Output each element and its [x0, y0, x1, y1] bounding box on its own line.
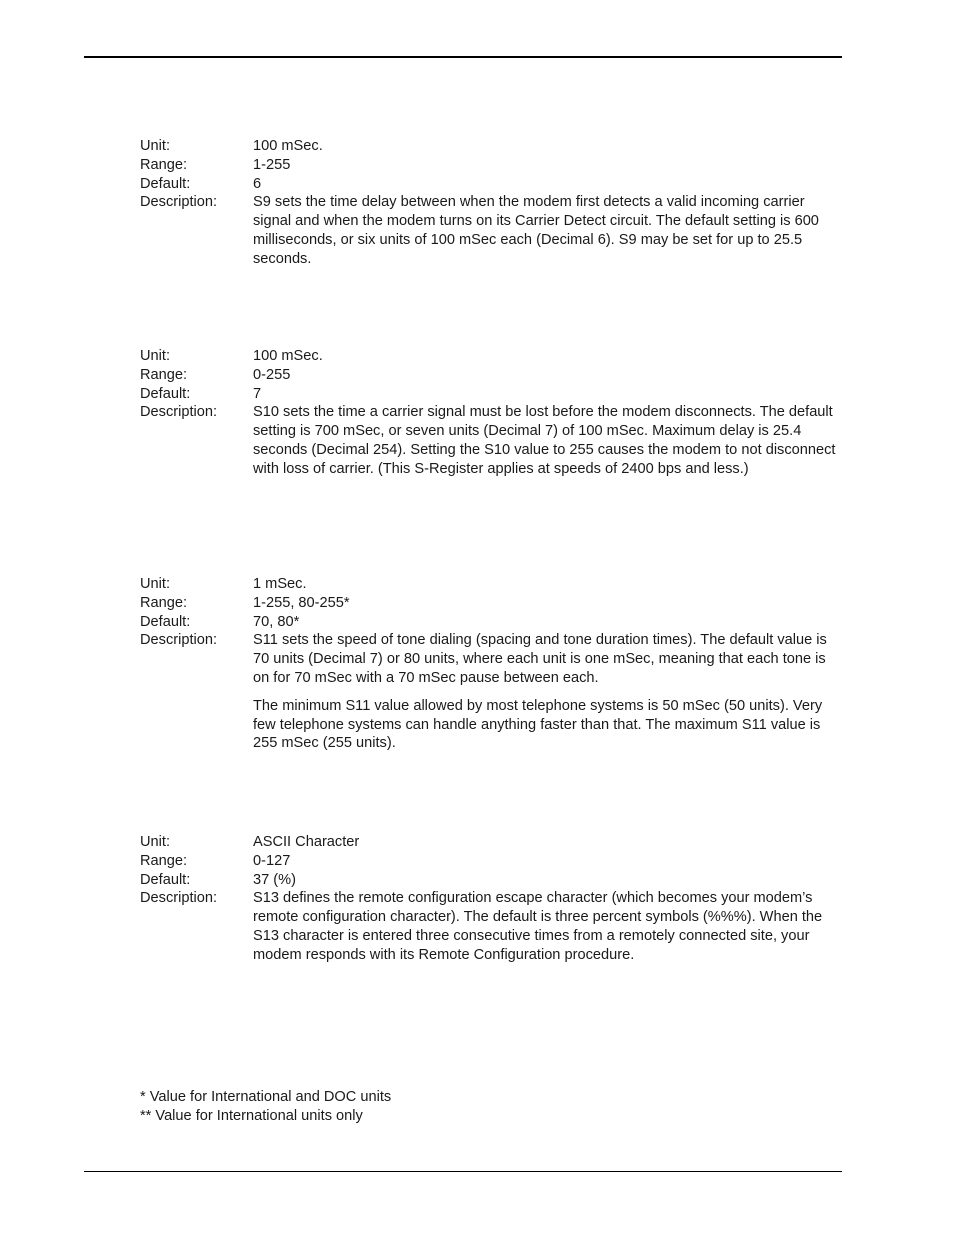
- unit-label: Unit:: [140, 576, 171, 592]
- default-value: 7: [253, 385, 262, 402]
- description-text: [253, 631, 844, 753]
- description-text: [253, 193, 844, 268]
- range-label: Range:: [140, 594, 188, 611]
- unit-label: Unit:: [140, 834, 171, 850]
- unit-row: [140, 347, 844, 366]
- default-label: Default:: [140, 613, 191, 630]
- range-row: [140, 366, 844, 385]
- description-label: Description:: [140, 890, 218, 907]
- description-row: [140, 193, 844, 268]
- default-value: 6: [253, 175, 262, 192]
- unit-row: [140, 833, 844, 852]
- footnote: ** Value for International units only: [140, 1107, 363, 1124]
- range-row: [140, 156, 844, 175]
- description-text: [253, 403, 844, 478]
- register-s11: [140, 575, 844, 753]
- default-row: [140, 871, 844, 890]
- default-label: Default:: [140, 175, 191, 192]
- unit-label: Unit:: [140, 138, 171, 154]
- description-label: Description:: [140, 632, 218, 649]
- footer-rule: [84, 1171, 842, 1172]
- default-value: 37 (%): [253, 871, 296, 888]
- header-rule: [84, 56, 842, 58]
- unit-row: [140, 137, 844, 156]
- description-paragraph: The minimum S11 value allowed by most telephone systems is 50 mSec (50 units). Very few telephone systems can handle anything faster than that. The maximum S11 value is 255 mSec (255 units).: [253, 697, 823, 752]
- register-s10: [140, 347, 844, 479]
- description-label: Description:: [140, 404, 218, 421]
- description-paragraph: S10 sets the time a carrier signal must be lost before the modem disconnects. The default setting is 700 mSec, or seven units (Decimal 7) of 100 mSec. Maximum delay is 25.4 seconds (Decimal 254). Setting the S10 value to 255 causes the modem to not disconnect with loss of carrier. (This S-Register applies at speeds of 2400 bps and less.): [253, 404, 836, 477]
- unit-row: [140, 575, 844, 594]
- default-row: [140, 175, 844, 194]
- unit-value: 1 mSec.: [253, 576, 307, 592]
- range-row: [140, 852, 844, 871]
- description-row: [140, 889, 844, 964]
- description-paragraph: S13 defines the remote configuration escape character (which becomes your modem’s remote configuration character). The default is three percent symbols (%%%). When the S13 character is entered three consecutive times from a remotely connected site, your modem responds with its Remote Configuration procedure.: [253, 890, 823, 963]
- default-row: [140, 385, 844, 404]
- unit-label: Unit:: [140, 348, 171, 364]
- default-row: [140, 613, 844, 632]
- description-label: Description:: [140, 194, 218, 211]
- unit-value: ASCII Character: [253, 834, 360, 850]
- range-label: Range:: [140, 156, 188, 173]
- default-value: 70, 80*: [253, 613, 300, 630]
- description-text: [253, 889, 844, 964]
- description-paragraph: S11 sets the speed of tone dialing (spacing and tone duration times). The default value is 70 units (Decimal 7) or 80 units, where each unit is one mSec, meaning that each tone is on for 70 mSec with a 70 mSec pause between each.: [253, 632, 827, 686]
- default-label: Default:: [140, 871, 191, 888]
- default-label: Default:: [140, 385, 191, 402]
- footnotes: [140, 1088, 391, 1126]
- description-paragraph: S9 sets the time delay between when the modem first detects a valid incoming carrier signal and when the modem turns on its Carrier Detect circuit. The default setting is 600 milliseconds, or six units of 100 mSec each (Decimal 6). S9 may be set for up to 25.5 seconds.: [253, 194, 819, 267]
- register-s13: [140, 833, 844, 965]
- footnote: * Value for International and DOC units: [140, 1089, 392, 1105]
- range-label: Range:: [140, 366, 188, 383]
- register-s9: [140, 137, 844, 269]
- range-row: [140, 594, 844, 613]
- description-row: [140, 631, 844, 753]
- range-value: 1-255: [253, 156, 291, 173]
- range-value: 0-255: [253, 366, 291, 383]
- range-value: 1-255, 80-255*: [253, 594, 350, 611]
- unit-value: 100 mSec.: [253, 348, 323, 364]
- unit-value: 100 mSec.: [253, 138, 323, 154]
- description-row: [140, 403, 844, 478]
- range-value: 0-127: [253, 852, 291, 869]
- range-label: Range:: [140, 852, 188, 869]
